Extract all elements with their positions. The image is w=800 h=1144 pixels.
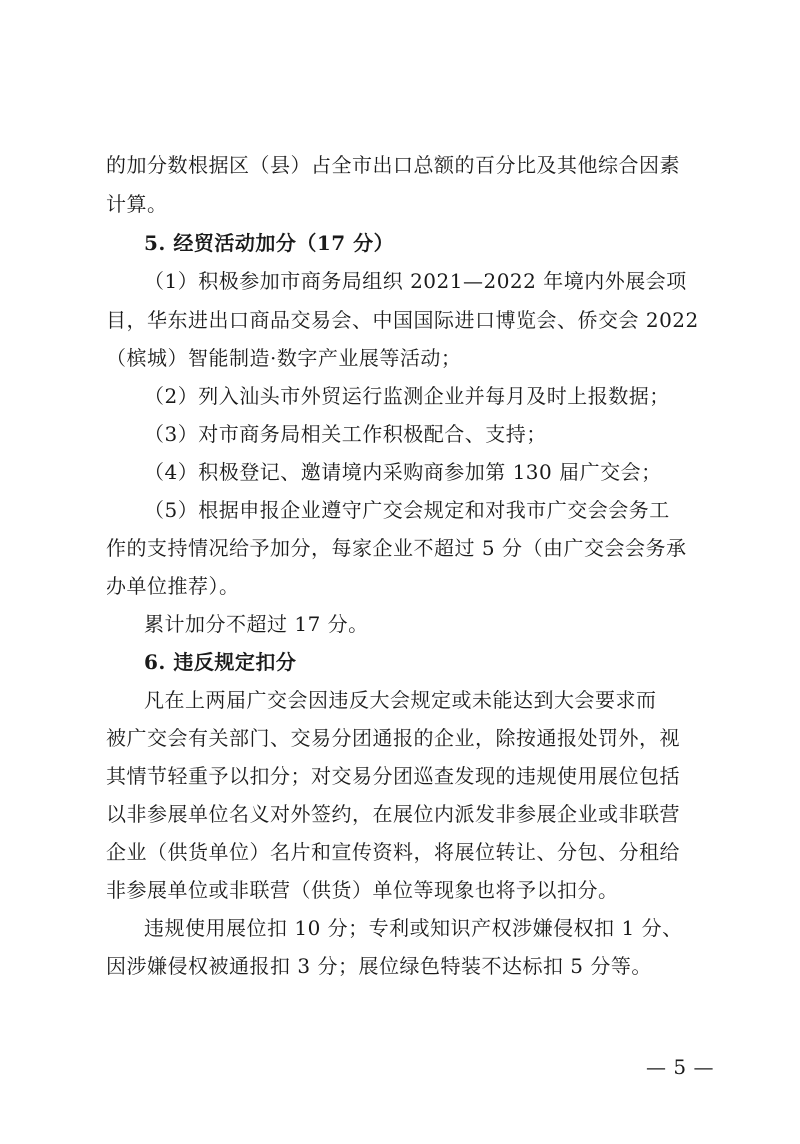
body-line: （5）根据申报企业遵守广交会规定和对我市广交会会务工 [144, 498, 670, 522]
body-line: 作的支持情况给予加分，每家企业不超过 5 分（由广交会会务承 [106, 536, 687, 560]
body-line: 因涉嫌侵权被通报扣 3 分；展位绿色特装不达标扣 5 分等。 [106, 954, 652, 978]
body-line: 非参展单位或非联营（供货）单位等现象也将予以扣分。 [106, 878, 619, 902]
body-line: 其情节轻重予以扣分；对交易分团巡查发现的违规使用展位包括 [106, 764, 680, 788]
body-line: 被广交会有关部门、交易分团通报的企业，除按通报处罚外，视 [106, 726, 680, 750]
body-line: （槟城）智能制造·数字产业展等活动； [106, 346, 462, 370]
body-line: 企业（供货单位）名片和宣传资料，将展位转让、分包、分租给 [106, 840, 680, 864]
body-line: （2）列入汕头市外贸运行监测企业并每月及时上报数据； [144, 384, 670, 408]
body-line: 违规使用展位扣 10 分；专利或知识产权涉嫌侵权扣 1 分、 [144, 916, 683, 940]
page-number: — 5 — [646, 1055, 714, 1079]
body-line: 累计加分不超过 17 分。 [144, 612, 369, 636]
body-line: （1）积极参加市商务局组织 2021—2022 年境内外展会项 [144, 269, 687, 293]
body-line: 目，华东进出口商品交易会、中国国际进口博览会、侨交会 2022 [106, 308, 699, 332]
body-line: 办单位推荐）。 [106, 574, 240, 598]
section-heading: 6. 违反规定扣分 [144, 650, 297, 674]
body-line: （4）积极登记、邀请境内采购商参加第 130 届广交会； [144, 460, 662, 484]
body-line: 计算。 [106, 192, 168, 216]
body-line: 的加分数根据区（县）占全市出口总额的百分比及其他综合因素 [106, 153, 680, 177]
body-line: （3）对市商务局相关工作积极配合、支持； [144, 422, 547, 446]
body-line: 凡在上两届广交会因违反大会规定或未能达到大会要求而 [144, 688, 657, 712]
section-heading: 5. 经贸活动加分（17 分） [144, 231, 395, 255]
body-line: 以非参展单位名义对外签约，在展位内派发非参展企业或非联营 [106, 802, 680, 826]
